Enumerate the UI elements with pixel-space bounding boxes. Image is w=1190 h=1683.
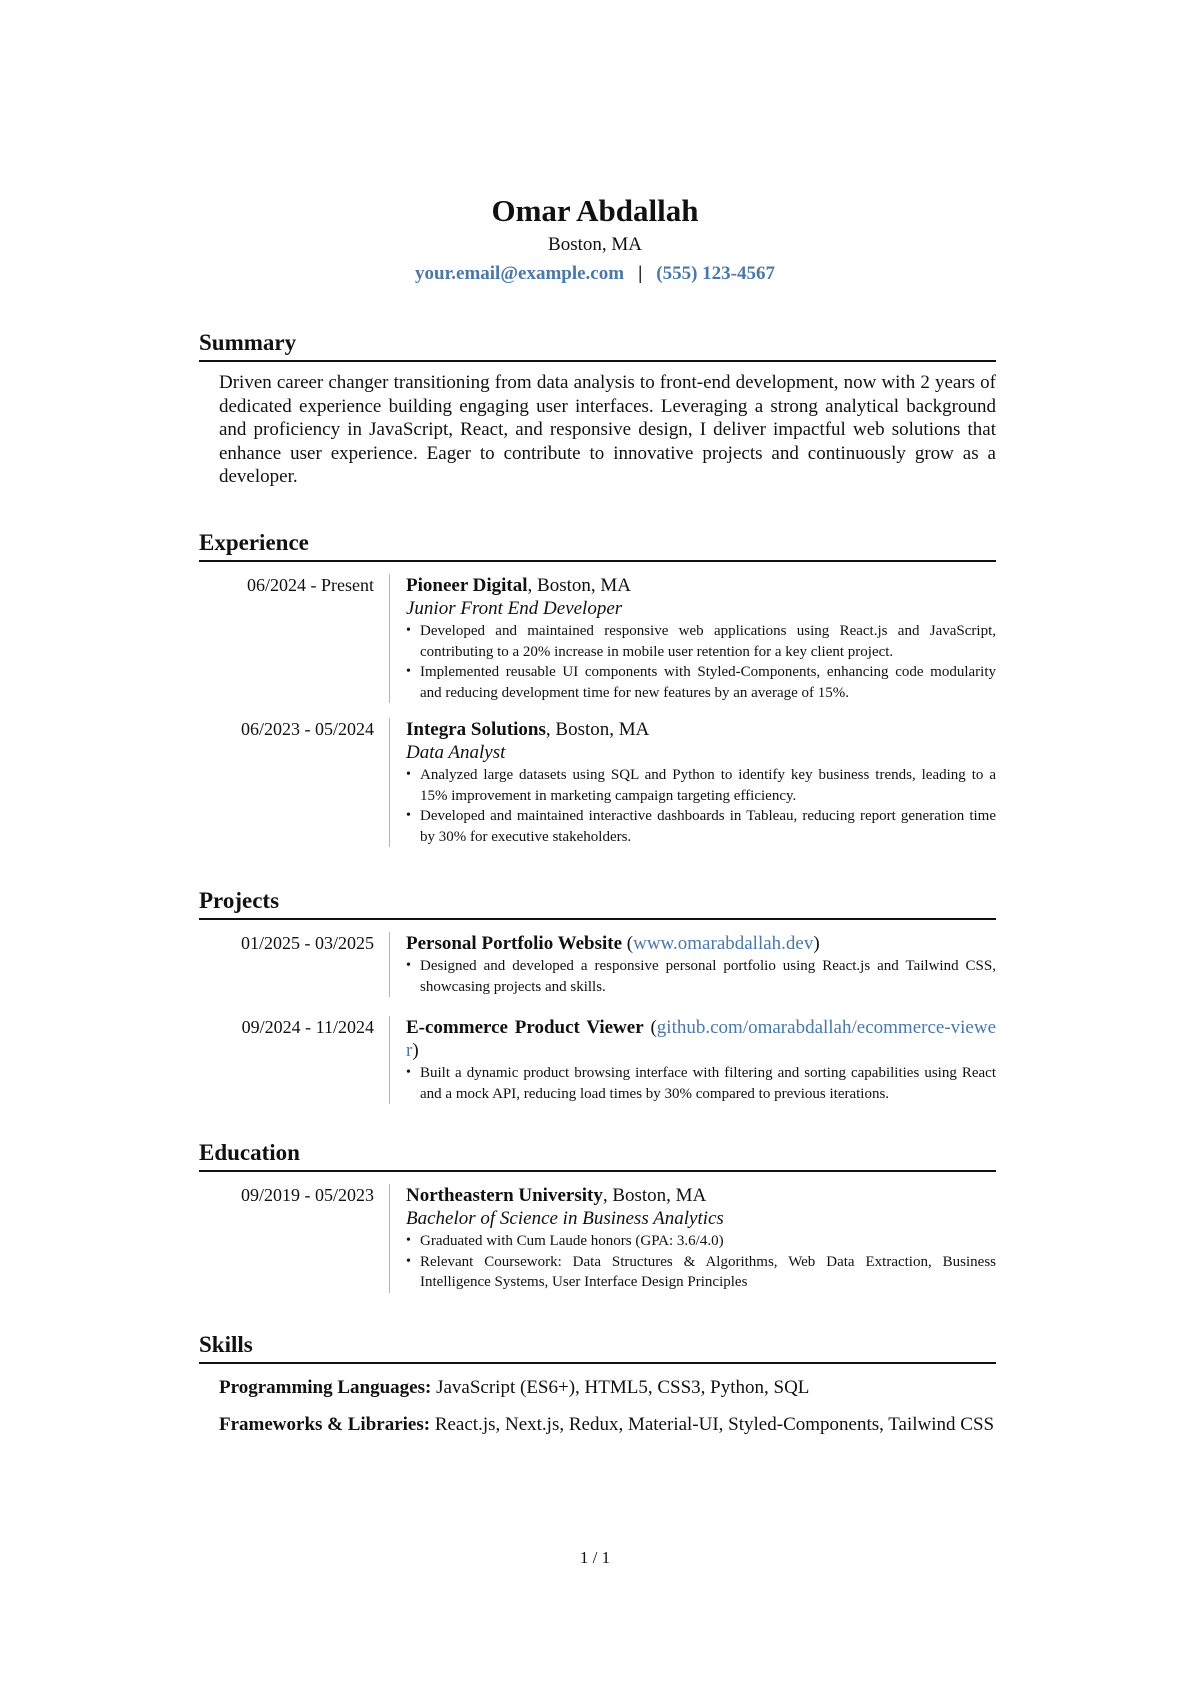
project-link[interactable]: github.com/omarabdallah/ecommerce-viewer	[406, 1017, 997, 1061]
entry-date: 06/2024 - Present	[247, 575, 374, 595]
company-location: , Boston, MA	[545, 719, 650, 740]
education-heading: Education	[199, 1139, 996, 1172]
bullet-item: • Graduated with Cum Laude honors (GPA: 3.6/4.0)	[406, 1231, 996, 1252]
company-location: , Boston, MA	[527, 575, 632, 596]
skill-value: React.js, Next.js, Redux, Material-UI, Styled-Components, Tailwind CSS	[430, 1413, 995, 1435]
job-role: Data Analyst	[406, 742, 506, 763]
candidate-name: Omar Abdallah	[491, 193, 699, 228]
contact-line	[0, 262, 1190, 286]
entry-date: 09/2019 - 05/2023	[241, 1185, 374, 1205]
bullet-item: • Implemented reusable UI components with Styled-Components, enhancing code modularity and reducing development time for new features by an average of 15%.	[406, 662, 996, 703]
job-role: Junior Front End Developer	[406, 598, 623, 619]
email-link[interactable]: your.email@example.com	[415, 263, 625, 284]
bullet-list	[406, 1063, 996, 1104]
bullet-item: • Developed and maintained responsive web applications using React.js and JavaScript, contributing to a 20% increase in mobile user retention for a key client project.	[406, 621, 996, 662]
bullet-item: • Designed and developed a responsive personal portfolio using React.js and Tailwind CSS, showcasing projects and skills.	[406, 956, 996, 997]
skill-label: Frameworks & Libraries:	[219, 1413, 431, 1435]
skills-heading: Skills	[199, 1331, 996, 1364]
resume-header	[0, 193, 1190, 286]
project-title-line: E-commerce Product Viewer (github.com/omarabdallah/ecommerce-viewer)	[406, 1017, 997, 1061]
summary-text: Driven career changer transitioning from data analysis to front-end development, now with 2 years of dedicated experience building engaging user interfaces. Leveraging a strong analytical background and proficiency in JavaScript, React, and responsive design, I deliver impactful web solutions that enhance user experience. Eager to contribute to innovative projects and continuously grow as a developer.	[219, 372, 996, 487]
project-title-line: Personal Portfolio Website (www.omarabdallah.dev)	[406, 933, 820, 954]
school-line	[406, 1184, 996, 1207]
company-name: Integra Solutions	[406, 719, 546, 740]
page-number: 1 / 1	[579, 1548, 611, 1567]
skill-value: JavaScript (ES6+), HTML5, CSS3, Python, SQL	[431, 1377, 810, 1398]
bullet-item: • Relevant Coursework: Data Structures & Algorithms, Web Data Extraction, Business Intelligence Systems, User Interface Design Principles	[406, 1252, 996, 1293]
bullet-list	[406, 765, 996, 847]
projects-heading: Projects	[199, 887, 996, 920]
entry-body	[406, 718, 996, 847]
entry-date: 01/2025 - 03/2025	[241, 933, 374, 953]
school-name: Northeastern University	[406, 1185, 603, 1206]
entry-body	[406, 1184, 996, 1293]
projects-section	[199, 887, 996, 1104]
summary-section	[199, 329, 996, 489]
experience-entry	[199, 718, 996, 847]
bullet-item: • Analyzed large datasets using SQL and Python to identify key business trends, leading to a 15% improvement in marketing campaign targeting efficiency.	[406, 765, 996, 806]
project-link[interactable]: www.omarabdallah.dev	[633, 933, 814, 954]
entry-body	[406, 574, 996, 703]
skill-line	[219, 1413, 996, 1437]
company-line	[406, 718, 996, 741]
phone-link[interactable]: (555) 123-4567	[656, 263, 775, 284]
entry-divider	[389, 718, 390, 847]
entry-divider	[389, 1016, 390, 1104]
project-name: Personal Portfolio Website	[406, 933, 623, 954]
project-name: E-commerce Product Viewer	[406, 1017, 644, 1038]
education-entry	[199, 1184, 996, 1293]
entry-body	[406, 932, 996, 997]
entry-divider	[389, 574, 390, 703]
bullet-item: • Built a dynamic product browsing interface with filtering and sorting capabilities using React and a mock API, reducing load times by 30% compared to previous iterations.	[406, 1063, 996, 1104]
summary-heading: Summary	[199, 329, 996, 362]
project-entry	[199, 932, 996, 997]
entry-divider	[389, 1184, 390, 1293]
school-location: , Boston, MA	[602, 1185, 707, 1206]
entry-date: 09/2024 - 11/2024	[241, 1017, 374, 1037]
contact-separator: |	[638, 263, 643, 284]
skills-section	[199, 1331, 996, 1436]
skill-line	[219, 1376, 996, 1400]
bullet-list	[406, 621, 996, 703]
company-line	[406, 574, 996, 597]
experience-section	[199, 529, 996, 847]
bullet-list	[406, 956, 996, 997]
company-name: Pioneer Digital	[406, 575, 528, 596]
project-entry	[199, 1016, 996, 1104]
entry-body	[406, 1016, 996, 1104]
bullet-list	[406, 1231, 996, 1293]
education-section	[199, 1139, 996, 1293]
experience-heading: Experience	[199, 529, 996, 562]
bullet-item: • Developed and maintained interactive dashboards in Tableau, reducing report generation time by 30% for executive stakeholders.	[406, 806, 996, 847]
entry-divider	[389, 932, 390, 997]
candidate-location: Boston, MA	[548, 234, 642, 255]
experience-entry	[199, 574, 996, 703]
entry-date: 06/2023 - 05/2024	[241, 719, 374, 739]
skill-label: Programming Languages:	[219, 1377, 432, 1398]
degree-name: Bachelor of Science in Business Analytics	[406, 1208, 724, 1229]
